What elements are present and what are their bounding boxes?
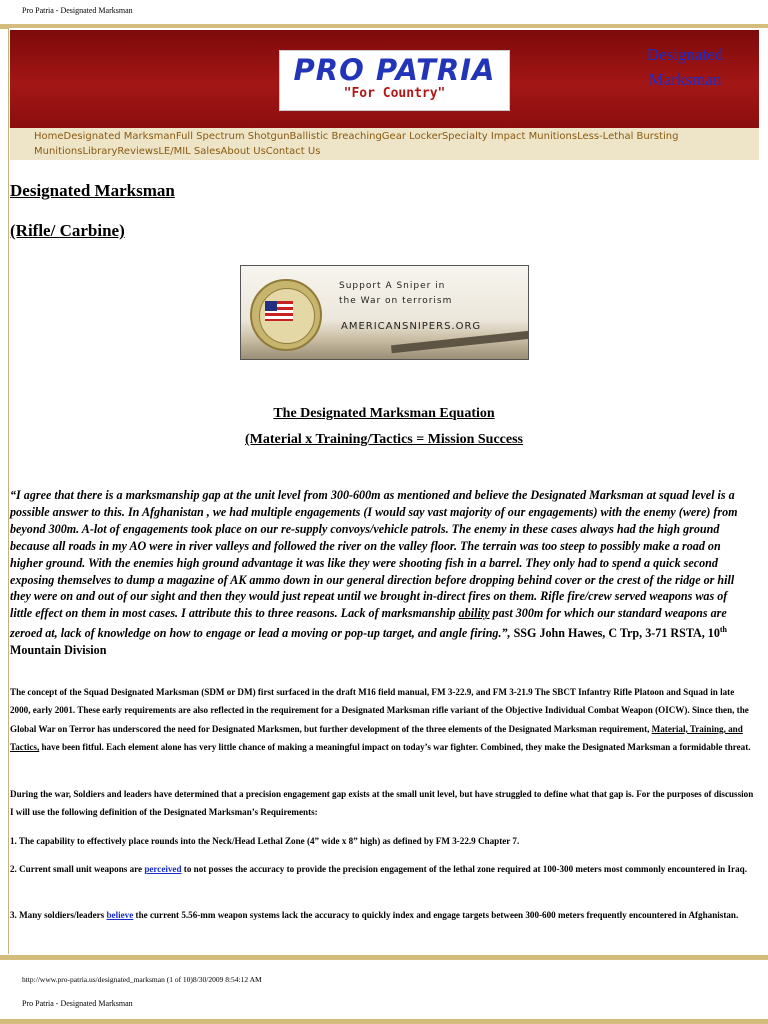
site-logo[interactable] <box>279 50 510 111</box>
nav-link-specialty-impact-munitions[interactable]: Specialty Impact Munitions <box>441 131 578 142</box>
p1-underlined: Material, Training, and Tactics, <box>10 723 743 753</box>
item3-text-end: the current 5.56-mm weapon systems lack the accuracy to quickly index and engage targets between 300-600 meters frequently encountered in Afghanistan. <box>133 910 739 920</box>
quote-attribution: SSG John Hawes, C Trp, 3-71 RSTA, 10 <box>510 626 720 641</box>
nav-link-designated-marksman[interactable]: Designated Marksman <box>63 131 176 142</box>
nav-link-gear-locker[interactable]: Gear Locker <box>381 131 442 142</box>
flag-canton <box>265 301 277 311</box>
ad-line-2: the War on terrorism <box>339 296 453 306</box>
equation-title: The Designated Marksman Equation <box>273 406 495 421</box>
main-nav <box>10 128 759 160</box>
requirement-item-3 <box>10 906 756 924</box>
nav-link-le-mil-sales[interactable]: LE/MIL Sales <box>158 146 221 157</box>
nav-link-reviews[interactable]: Reviews <box>117 146 159 157</box>
requirement-item-2 <box>10 860 756 878</box>
paragraph-sdm-concept <box>10 683 756 757</box>
banner-page-title <box>610 42 760 92</box>
quote-attribution-sup: th <box>719 625 728 635</box>
ad-line-1: Support A Sniper in <box>339 281 446 291</box>
nav-links <box>34 129 754 159</box>
ad-url: AMERICANSNIPERS.ORG <box>341 321 482 332</box>
p1-text-end: have been fitful. Each element alone has very little chance of making a meaningful impact on today’s war fighter. Combined, they make the Designated Marksman a formidable threat. <box>39 742 751 753</box>
banner-title-line-1: Designated <box>646 45 724 64</box>
sniper-rifle-icon <box>391 331 529 354</box>
quote-attribution-end: Mountain Division <box>10 643 107 658</box>
believe-link[interactable]: believe <box>106 910 134 920</box>
item3-text-start: 3. Many soldiers/leaders <box>10 910 107 920</box>
banner-title-line-2: Marksman <box>648 70 722 89</box>
us-flag-icon <box>265 301 293 321</box>
equation-formula: (Material x Training/Tactics = Mission Success <box>245 432 523 447</box>
requirement-item-1: 1. The capability to effectively place rounds into the Neck/Head Lethal Zone (4” wide x 8” high) as defined by FM 3-22.9 Chapter 7. <box>10 836 520 846</box>
print-footer-url: http://www.pro-patria.us/designated_marksman (1 of 10)8/30/2009 8:54:12 AM <box>22 975 262 984</box>
bottom-rule <box>0 955 768 960</box>
quote-underlined-word: ability <box>458 606 490 621</box>
paragraph-precision-gap: During the war, Soldiers and leaders have determined that a precision engagement gap exists at the small unit level, but have struggled to define what that gap is. For the purposes of discussion I will use the following definition of the Designated Marksman’s Requirements: <box>10 789 754 818</box>
nav-link-less-lethal-bursting-munitions[interactable]: Less-Lethal Bursting Munitions <box>34 131 679 157</box>
nav-link-contact-us[interactable]: Contact Us <box>265 146 321 157</box>
print-header: Pro Patria - Designated Marksman <box>22 6 133 15</box>
item2-text-start: 2. Current small unit weapons are <box>10 864 145 874</box>
logo-subtitle: "For Country" <box>343 86 446 101</box>
adopt-a-sniper-seal-icon <box>250 279 322 351</box>
page-subtitle: (Rifle/ Carbine) <box>10 221 125 240</box>
nav-link-full-spectrum-shotgun[interactable]: Full Spectrum Shotgun <box>175 131 290 142</box>
nav-link-ballistic-breaching[interactable]: Ballistic Breaching <box>289 131 382 142</box>
p1-text-start: The concept of the Squad Designated Marksman (SDM or DM) first surfaced in the draft M16 field manual, FM 3-22.9, and FM 3-21.9 The SBCT Infantry Rifle Platoon and Squad in late 2000, early 2001. These early requirements are also reflected in the requirement for a Designated Marksman rifle variant of the Objective Individual Combat Weapon (OICW). Since then, the Global War on Terror has underscored the need for Designated Marksmen, but further development of the three elements of the Designated Marksman requirement, <box>10 687 749 734</box>
nav-link-library[interactable]: Library <box>82 146 118 157</box>
nav-link-about-us[interactable]: About Us <box>220 146 266 157</box>
american-snipers-banner-ad[interactable] <box>240 265 529 360</box>
item2-text-end: to not posses the accuracy to provide the precision engagement of the lethal zone required at 100-300 meters most commonly encountered in Iraq. <box>181 864 747 874</box>
next-page-rule <box>0 1019 768 1024</box>
page-title: Designated Marksman <box>10 181 175 200</box>
nav-link-home[interactable]: Home <box>34 131 64 142</box>
perceived-link[interactable]: perceived <box>144 864 182 874</box>
quote-text-start: “I agree that there is a marksmanship gap at the unit level from 300-600m as mentioned and believe the Designated Marksman at squad level is a possible answer to this. In Afghanistan , we had multiple engagements (I would say vast majority of our engagements) with the enemy (were) from beyond 300m. A-lot of engagements took place on our re-supply convoys/vehicle patrols. The enemy in these cases always had the high ground because all roads in my AO were in river valleys and followed the river on the valley floor. The terrain was too steep to possibly make a road on higher ground. With the enemies high ground advantage it was like they were shooting fish in a barrel. They only had to spend a quick second exposing themselves to dump a magazine of AK ammo down in our general direction before dropping behind cover or the crest of the ridge or hill they were on and out of our sight and then they would just repeat until we brought in-direct fires on them. Rifle fire/crew served weapons was of little effect on them in most cases. I attribute this to three reasons. Lack of marksmanship <box>10 488 738 621</box>
quote-text-end: past 300m for which our standard weapons are zeroed at, lack of knowledge on how to engage or lead a moving or pop-up target, and angle firing.”, <box>10 606 727 641</box>
logo-title: PRO PATRIA <box>293 53 496 87</box>
soldier-quote <box>10 487 752 659</box>
print-footer-header: Pro Patria - Designated Marksman <box>22 999 133 1008</box>
